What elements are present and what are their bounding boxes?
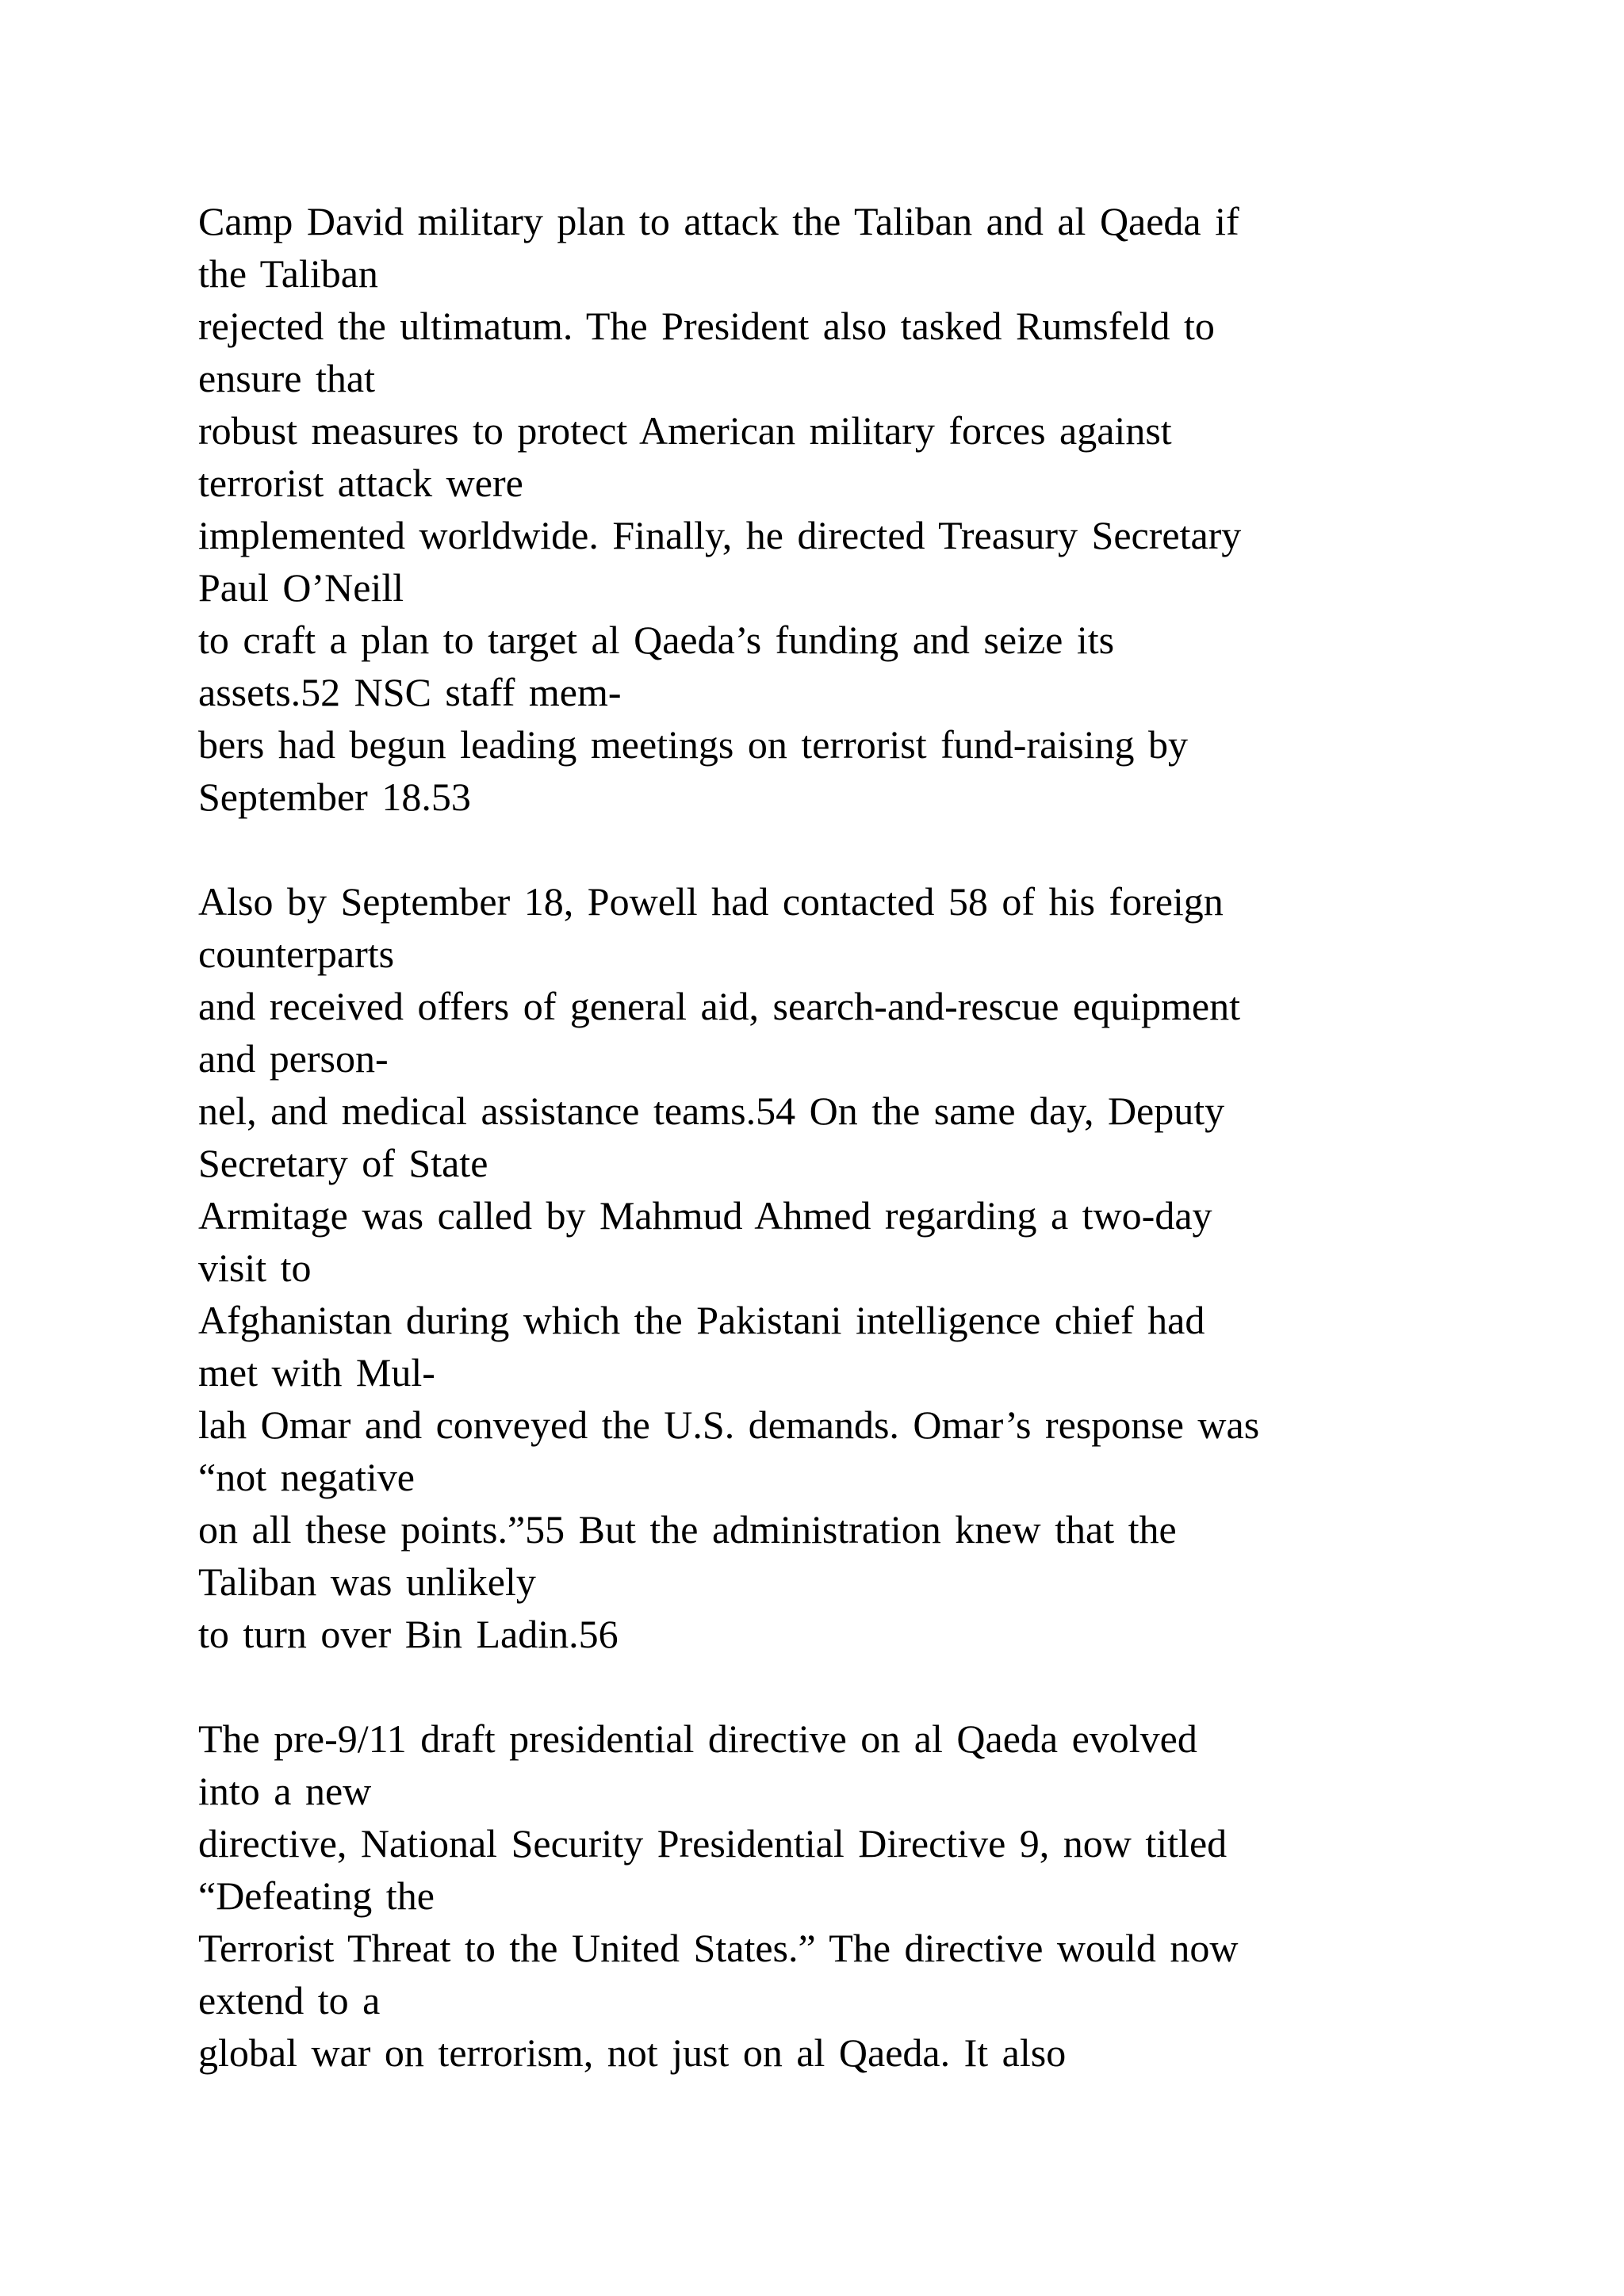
text-line: ensure that [198, 356, 375, 400]
text-line: Taliban was unlikely [198, 1559, 536, 1604]
text-line: September 18.53 [198, 775, 471, 819]
text-line: “not negative [198, 1455, 415, 1499]
text-line: Armitage was called by Mahmud Ahmed regarding a two-day [198, 1193, 1212, 1238]
text-line: robust measures to protect American military forces against [198, 408, 1172, 453]
text-line: “Defeating the [198, 1873, 435, 1918]
text-line: Camp David military plan to attack the Taliban and al Qaeda if [198, 199, 1239, 243]
document-body [198, 195, 1594, 2079]
text-line: visit to [198, 1246, 312, 1290]
text-line: Afghanistan during which the Pakistani intelligence chief had [198, 1298, 1205, 1342]
text-line: rejected the ultimatum. The President also tasked Rumsfeld to [198, 304, 1215, 348]
text-line: the Taliban [198, 251, 378, 296]
paragraph-gap [198, 1660, 1594, 1712]
text-line: Terrorist Threat to the United States.” The directive would now [198, 1926, 1239, 1970]
text-line: counterparts [198, 932, 395, 976]
text-line: Also by September 18, Powell had contacted 58 of his foreign [198, 879, 1224, 924]
text-line: on all these points.”55 But the administration knew that the [198, 1507, 1177, 1552]
text-line: global war on terrorism, not just on al Qaeda. It also [198, 2030, 1067, 2075]
text-line: and received offers of general aid, search-and-rescue equipment [198, 984, 1240, 1028]
paragraph-directive [198, 1712, 1594, 2079]
text-line: directive, National Security Presidential Directive 9, now titled [198, 1821, 1228, 1866]
text-line: and person- [198, 1036, 389, 1081]
text-line: into a new [198, 1769, 372, 1813]
text-line: implemented worldwide. Finally, he directed Treasury Secretary [198, 513, 1242, 557]
paragraph-gap [198, 823, 1594, 875]
text-line: met with Mul- [198, 1350, 435, 1395]
text-line: assets.52 NSC staff mem- [198, 670, 622, 714]
text-line: extend to a [198, 1978, 381, 2022]
text-line: bers had begun leading meetings on terrorist fund-raising by [198, 722, 1189, 767]
text-line: terrorist attack were [198, 461, 523, 505]
text-line: Paul O’Neill [198, 565, 404, 610]
text-line: Secretary of State [198, 1141, 488, 1185]
paragraph-camp-david [198, 195, 1594, 823]
text-line: to turn over Bin Ladin.56 [198, 1612, 619, 1656]
text-line: nel, and medical assistance teams.54 On the same day, Deputy [198, 1089, 1225, 1133]
text-line: lah Omar and conveyed the U.S. demands. Omar’s response was [198, 1402, 1260, 1447]
text-line: to craft a plan to target al Qaeda’s funding and seize its [198, 618, 1115, 662]
paragraph-powell-armitage [198, 875, 1594, 1660]
text-line: The pre-9/11 draft presidential directive on al Qaeda evolved [198, 1716, 1197, 1761]
